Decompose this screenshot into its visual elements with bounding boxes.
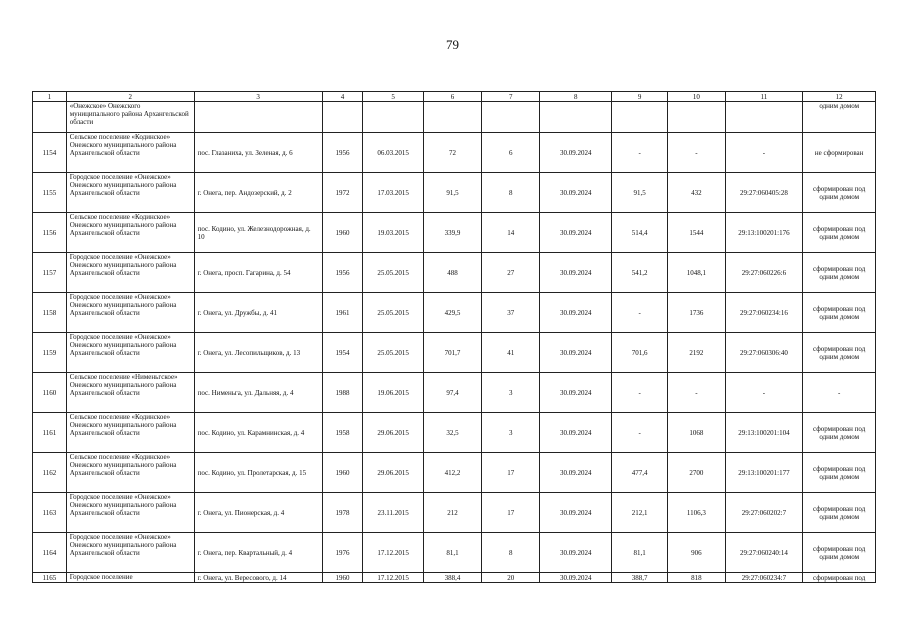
- page-number: 79: [446, 37, 459, 52]
- col9-cell: -: [612, 133, 668, 173]
- area-cell: 72: [423, 133, 481, 173]
- address-cell: г. Онега, ул. Вересового, д. 14: [194, 573, 322, 583]
- area-cell: 412,2: [423, 453, 481, 493]
- settlement-cell: Сельское поселение «Кодинское» Онежского муниципального района Архангельской области: [66, 413, 194, 453]
- header-cell: 7: [482, 92, 540, 102]
- area-cell: 701,7: [423, 333, 481, 373]
- col9-cell: 541,2: [612, 253, 668, 293]
- residents-cell: 8: [482, 533, 540, 573]
- date-cell: 25.05.2015: [363, 333, 423, 373]
- row-number-cell: 1155: [33, 173, 67, 213]
- col10-cell: 2700: [668, 453, 725, 493]
- settlement-cell: Городское поселение «Онежское» Онежского муниципального района Архангельской области: [66, 253, 194, 293]
- address-cell: г. Онега, пер. Андозерский, д. 2: [194, 173, 322, 213]
- col10-cell: 432: [668, 173, 725, 213]
- table-row: [33, 533, 876, 573]
- date-cell: 19.06.2015: [363, 373, 423, 413]
- date-cell: 06.03.2015: [363, 133, 423, 173]
- cadastral-cell: 29:13:100201:104: [725, 413, 803, 453]
- address-cell: пос. Глазаниха, ул. Зеленая, д. 6: [194, 133, 322, 173]
- row-number-cell: 1164: [33, 533, 67, 573]
- settlement-cell: Сельское поселение «Кодинское» Онежского муниципального района Архангельской области: [66, 453, 194, 493]
- year-cell: 1960: [322, 213, 363, 253]
- col9-cell: 212,1: [612, 493, 668, 533]
- settlement-cell: Городское поселение: [66, 573, 194, 583]
- residents-cell: [482, 102, 540, 133]
- residents-cell: 27: [482, 253, 540, 293]
- residents-cell: 37: [482, 293, 540, 333]
- year-cell: 1960: [322, 453, 363, 493]
- area-cell: 32,5: [423, 413, 481, 453]
- header-cell: 12: [803, 92, 876, 102]
- date-cell: 29.06.2015: [363, 413, 423, 453]
- area-cell: [423, 102, 481, 133]
- col10-cell: 1544: [668, 213, 725, 253]
- residents-cell: 3: [482, 373, 540, 413]
- row-number-cell: 1160: [33, 373, 67, 413]
- cadastral-cell: 29:13:100201:177: [725, 453, 803, 493]
- deadline-cell: 30.09.2024: [540, 133, 612, 173]
- header-cell: 11: [725, 92, 803, 102]
- date-cell: 17.03.2015: [363, 173, 423, 213]
- year-cell: 1956: [322, 133, 363, 173]
- cadastral-cell: -: [725, 373, 803, 413]
- residents-cell: 8: [482, 173, 540, 213]
- deadline-cell: 30.09.2024: [540, 333, 612, 373]
- land-status-cell: сформирован под одним домом: [803, 413, 876, 453]
- deadline-cell: 30.09.2024: [540, 173, 612, 213]
- header-cell: 5: [363, 92, 423, 102]
- col10-cell: 818: [668, 573, 725, 583]
- land-status-cell: сформирован под одним домом: [803, 533, 876, 573]
- date-cell: 17.12.2015: [363, 573, 423, 583]
- cadastral-cell: 29:27:060240:14: [725, 533, 803, 573]
- residents-cell: 14: [482, 213, 540, 253]
- row-number-cell: 1165: [33, 573, 67, 583]
- area-cell: 91,5: [423, 173, 481, 213]
- year-cell: 1988: [322, 373, 363, 413]
- cadastral-cell: 29:27:060226:6: [725, 253, 803, 293]
- table-row: [33, 133, 876, 173]
- year-cell: 1956: [322, 253, 363, 293]
- header-cell: 10: [668, 92, 725, 102]
- col9-cell: 477,4: [612, 453, 668, 493]
- deadline-cell: 30.09.2024: [540, 213, 612, 253]
- cadastral-cell: 29:27:060202:7: [725, 493, 803, 533]
- address-cell: пос. Кодино, ул. Железнодорожная, д. 10: [194, 213, 322, 253]
- col10-cell: 1106,3: [668, 493, 725, 533]
- year-cell: 1976: [322, 533, 363, 573]
- address-cell: [194, 102, 322, 133]
- row-number-cell: 1161: [33, 413, 67, 453]
- col10-cell: -: [668, 373, 725, 413]
- deadline-cell: 30.09.2024: [540, 373, 612, 413]
- table-row: [33, 213, 876, 253]
- row-number-cell: 1159: [33, 333, 67, 373]
- land-status-cell: сформирован под одним домом: [803, 173, 876, 213]
- table-row: [33, 493, 876, 533]
- residents-cell: 6: [482, 133, 540, 173]
- settlement-cell: «Онежское» Онежского муниципального района Архангельской области: [66, 102, 194, 133]
- continuation-row: [33, 102, 876, 133]
- year-cell: 1972: [322, 173, 363, 213]
- row-number-cell: 1158: [33, 293, 67, 333]
- settlement-cell: Сельское поселение «Кодинское» Онежского муниципального района Архангельской области: [66, 213, 194, 253]
- address-cell: пос. Кодино, ул. Пролетарская, д. 15: [194, 453, 322, 493]
- deadline-cell: 30.09.2024: [540, 453, 612, 493]
- address-cell: г. Онега, ул. Пионерская, д. 4: [194, 493, 322, 533]
- settlement-cell: Городское поселение «Онежское» Онежского муниципального района Архангельской области: [66, 493, 194, 533]
- area-cell: 488: [423, 253, 481, 293]
- table-row: [33, 253, 876, 293]
- row-number-cell: 1156: [33, 213, 67, 253]
- row-number-cell: 1162: [33, 453, 67, 493]
- cadastral-cell: 29:27:060405:28: [725, 173, 803, 213]
- date-cell: 25.05.2015: [363, 293, 423, 333]
- col9-cell: 81,1: [612, 533, 668, 573]
- deadline-cell: 30.09.2024: [540, 253, 612, 293]
- year-cell: 1978: [322, 493, 363, 533]
- col10-cell: -: [668, 133, 725, 173]
- col9-cell: -: [612, 293, 668, 333]
- address-cell: пос. Кодино, ул. Карамнинская, д. 4: [194, 413, 322, 453]
- row-number-cell: 1154: [33, 133, 67, 173]
- address-cell: г. Онега, ул. Дружбы, д. 41: [194, 293, 322, 333]
- col10-cell: 1736: [668, 293, 725, 333]
- header-cell: 3: [194, 92, 322, 102]
- cadastral-cell: 29:27:060234:16: [725, 293, 803, 333]
- land-status-cell: не сформирован: [803, 133, 876, 173]
- deadline-cell: 30.09.2024: [540, 533, 612, 573]
- header-cell: 9: [612, 92, 668, 102]
- residents-cell: 17: [482, 453, 540, 493]
- cadastral-cell: 29:27:060234:7: [725, 573, 803, 583]
- col9-cell: 701,6: [612, 333, 668, 373]
- year-cell: 1961: [322, 293, 363, 333]
- table-row: [33, 453, 876, 493]
- settlement-cell: Сельское поселение «Нименьгское» Онежского муниципального района Архангельской области: [66, 373, 194, 413]
- residents-cell: 20: [482, 573, 540, 583]
- col10-cell: 1048,1: [668, 253, 725, 293]
- cadastral-cell: [725, 102, 803, 133]
- land-status-cell: сформирован под одним домом: [803, 213, 876, 253]
- deadline-cell: 30.09.2024: [540, 573, 612, 583]
- settlement-cell: Городское поселение «Онежское» Онежского муниципального района Архангельской области: [66, 293, 194, 333]
- table-row: [33, 333, 876, 373]
- land-status-cell: сформирован под одним домом: [803, 333, 876, 373]
- settlement-cell: Сельское поселение «Кодинское» Онежского муниципального района Архангельской области: [66, 133, 194, 173]
- row-number-cell: 1163: [33, 493, 67, 533]
- land-status-cell: сформирован под одним домом: [803, 493, 876, 533]
- area-cell: 339,9: [423, 213, 481, 253]
- deadline-cell: 30.09.2024: [540, 493, 612, 533]
- housing-register-table: [32, 91, 876, 583]
- col9-cell: 388,7: [612, 573, 668, 583]
- land-status-cell: сформирован под: [803, 573, 876, 583]
- col10-cell: 1068: [668, 413, 725, 453]
- residents-cell: 17: [482, 493, 540, 533]
- col10-cell: 906: [668, 533, 725, 573]
- land-status-cell: сформирован под одним домом: [803, 253, 876, 293]
- col10-cell: 2192: [668, 333, 725, 373]
- address-cell: г. Онега, пер. Квартальный, д. 4: [194, 533, 322, 573]
- table-row: [33, 373, 876, 413]
- table-row: [33, 293, 876, 333]
- header-cell: 6: [423, 92, 481, 102]
- date-cell: 29.06.2015: [363, 453, 423, 493]
- date-cell: 19.03.2015: [363, 213, 423, 253]
- date-cell: 17.12.2015: [363, 533, 423, 573]
- header-cell: 4: [322, 92, 363, 102]
- area-cell: 81,1: [423, 533, 481, 573]
- date-cell: 25.05.2015: [363, 253, 423, 293]
- table-row: [33, 173, 876, 213]
- address-cell: г. Онега, ул. Лесопильщиков, д. 13: [194, 333, 322, 373]
- settlement-cell: Городское поселение «Онежское» Онежского муниципального района Архангельской области: [66, 333, 194, 373]
- year-cell: [322, 102, 363, 133]
- settlement-cell: Городское поселение «Онежское» Онежского муниципального района Архангельской области: [66, 533, 194, 573]
- header-cell: 1: [33, 92, 67, 102]
- col9-cell: -: [612, 373, 668, 413]
- header-cell: 8: [540, 92, 612, 102]
- area-cell: 388,4: [423, 573, 481, 583]
- residents-cell: 3: [482, 413, 540, 453]
- address-cell: пос. Нименьга, ул. Дальняя, д. 4: [194, 373, 322, 413]
- settlement-cell: Городское поселение «Онежское» Онежского муниципального района Архангельской области: [66, 173, 194, 213]
- residents-cell: 41: [482, 333, 540, 373]
- col9-cell: 514,4: [612, 213, 668, 253]
- land-status-cell: сформирован под одним домом: [803, 453, 876, 493]
- row-number-cell: [33, 102, 67, 133]
- year-cell: 1960: [322, 573, 363, 583]
- land-status-cell: сформирован под одним домом: [803, 293, 876, 333]
- area-cell: 212: [423, 493, 481, 533]
- table-row: [33, 413, 876, 453]
- row-number-cell: 1157: [33, 253, 67, 293]
- address-cell: г. Онега, просп. Гагарина, д. 54: [194, 253, 322, 293]
- cadastral-cell: 29:27:060306:40: [725, 333, 803, 373]
- col9-cell: -: [612, 413, 668, 453]
- year-cell: 1958: [322, 413, 363, 453]
- col10-cell: [668, 102, 725, 133]
- area-cell: 97,4: [423, 373, 481, 413]
- header-row: [33, 92, 876, 102]
- date-cell: [363, 102, 423, 133]
- year-cell: 1954: [322, 333, 363, 373]
- deadline-cell: 30.09.2024: [540, 293, 612, 333]
- area-cell: 429,5: [423, 293, 481, 333]
- col9-cell: 91,5: [612, 173, 668, 213]
- date-cell: 23.11.2015: [363, 493, 423, 533]
- land-status-cell: одним домом: [803, 102, 876, 133]
- deadline-cell: [540, 102, 612, 133]
- header-cell: 2: [66, 92, 194, 102]
- cadastral-cell: 29:13:100201:176: [725, 213, 803, 253]
- land-status-cell: -: [803, 373, 876, 413]
- cadastral-cell: -: [725, 133, 803, 173]
- col9-cell: [612, 102, 668, 133]
- deadline-cell: 30.09.2024: [540, 413, 612, 453]
- table-row: [33, 573, 876, 583]
